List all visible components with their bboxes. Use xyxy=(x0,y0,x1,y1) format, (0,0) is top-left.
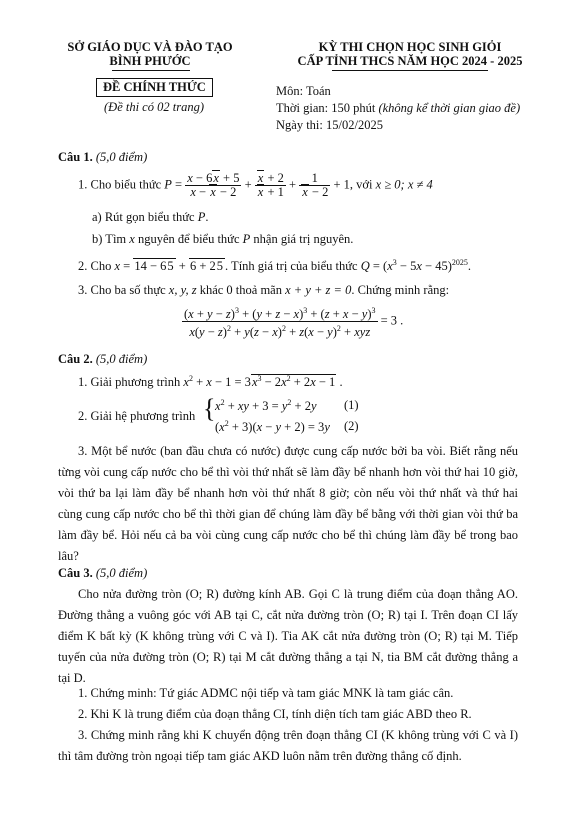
exam-line-2: CẤP TỈNH THCS NĂM HỌC 2024 - 2025 xyxy=(297,54,523,68)
exam-date: Ngày thi: 15/02/2025 xyxy=(276,118,383,132)
time-prefix: Thời gian: 150 phút xyxy=(276,101,379,115)
system-eq1-label: (1) xyxy=(344,398,359,412)
q3-part2: 2. Khi K là trung điểm của đoạn thẳng CI, tính diện tích tam giác ABD theo R. xyxy=(78,707,472,721)
system-eq1: $x^2$ + xy + $3 = y^2 + 2y$ xyxy=(215,398,317,414)
header-underline-left xyxy=(112,70,190,71)
q1-part1a: a) Rút gọn biểu thức P. xyxy=(92,210,209,224)
subject: Môn: Toán xyxy=(276,84,331,98)
q1-part3: 3. Cho ba số thực x, y, z khác 0 thoả mãn x + y + z = 0. Chứng minh rằng: xyxy=(78,283,450,297)
exam-line-1: KỲ THI CHỌN HỌC SINH GIỎI xyxy=(318,40,502,54)
time-note: (không kể thời gian giao đề) xyxy=(378,101,521,115)
time-line xyxy=(276,101,520,116)
q3-heading: Câu 3. (5,0 điểm) xyxy=(58,566,148,580)
q3-part1: 1. Chứng minh: Tứ giác ADMC nội tiếp và tam giác MNK là tam giác cân. xyxy=(78,686,454,700)
department-line-1: SỞ GIÁO DỤC VÀ ĐÀO TẠO xyxy=(67,40,233,54)
q2-part2-label: 2. Giải hệ phương trình xyxy=(78,409,196,423)
q1-part1: 1. Cho biểu thức P = $\frac{x - 6x + 5}{x - x - 2}$ + $\frac{x + 2}{x + 1}$ + $\frac{1}{x - 2}$ + 1, với x ≥ 0; x ≠ 4 xyxy=(78,171,433,199)
department-line-2: BÌNH PHƯỚC xyxy=(109,54,191,68)
q1-part2: 2. Cho x = 14 − 65 + 6 + 25 . Tính giá trị của biểu thức $Q = (x^3 - 5x - 45)^{2025}$. xyxy=(78,258,471,274)
q3-part3: 3. Chứng minh rằng khi K chuyển động trên đoạn thẳng CI (K không trùng với C và I) thì tâm đường tròn ngoại tiếp tam giác AKD luôn nằm trên đường thẳng cố định. xyxy=(58,728,518,763)
pages-note: (Đề thi có 02 trang) xyxy=(104,100,204,114)
q3-intro: Cho nửa đường tròn (O; R) đường kính AB. Gọi C là trung điểm của đoạn thẳng AO. Đường thẳng a vuông góc với AB tại C, cắt nửa đường tròn (O; R) tại I. Trên đoạn CI lấy điểm K bất kỳ (K không trùng với C và I). Tia AK cắt nửa đường tròn (O; R) tại M. Tiếp tuyến của nửa đường tròn (O; R) tại M cắt đường thẳng a tại N, tia BM cắt đường thẳng a tại D. xyxy=(58,587,518,685)
system-eq2-label: (2) xyxy=(344,419,359,433)
q1-part1b: b) Tìm x nguyên để biểu thức P nhận giá trị nguyên. xyxy=(92,232,354,246)
official-label: ĐỀ CHÍNH THỨC xyxy=(96,78,213,97)
q2-heading: Câu 2. (5,0 điểm) xyxy=(58,352,148,366)
header-underline-right xyxy=(332,70,488,71)
system-brace: { xyxy=(203,394,216,423)
q2-part1: 1. Giải phương trình $x^2 + x - 1 = 3x^3 - 2x^2 + 2x - 1$ . xyxy=(78,374,343,390)
system-eq2: $(x^2 + 3)(x - y + 2) = 3y$ xyxy=(215,419,330,435)
q1-part3-formula: $\frac{(x + y - z)^3 + (y + z - x)^3 + (z + x - y)^3}{x(y - z)^2 + y(z - x)^2 + z(x - y)^2 + xyz}$ = 3 . xyxy=(184,306,404,340)
q2-part3: 3. Một bể nước (ban đầu chưa có nước) được cung cấp nước bởi ba vòi. Biết rằng nếu từng vòi cung cấp nước cho bể thì vòi thứ nhất sẽ làm đầy bể nhanh hơn vòi thứ hai 10 giờ, vòi thứ ba lại làm đầy bể nhanh hơn vòi thứ nhất 8 giờ; còn nếu vòi thứ nhất và thứ hai cùng cung cấp nước cho bể thì thời gian để chúng làm đầy bể bằng với thời gian vòi thứ ba làm đầy bể. Hỏi nếu cả ba vòi cùng cung cấp nước cho bể thì chúng làm đầy bể trong bao lâu? xyxy=(58,444,518,563)
q1-heading: Câu 1. (5,0 điểm) xyxy=(58,150,148,164)
